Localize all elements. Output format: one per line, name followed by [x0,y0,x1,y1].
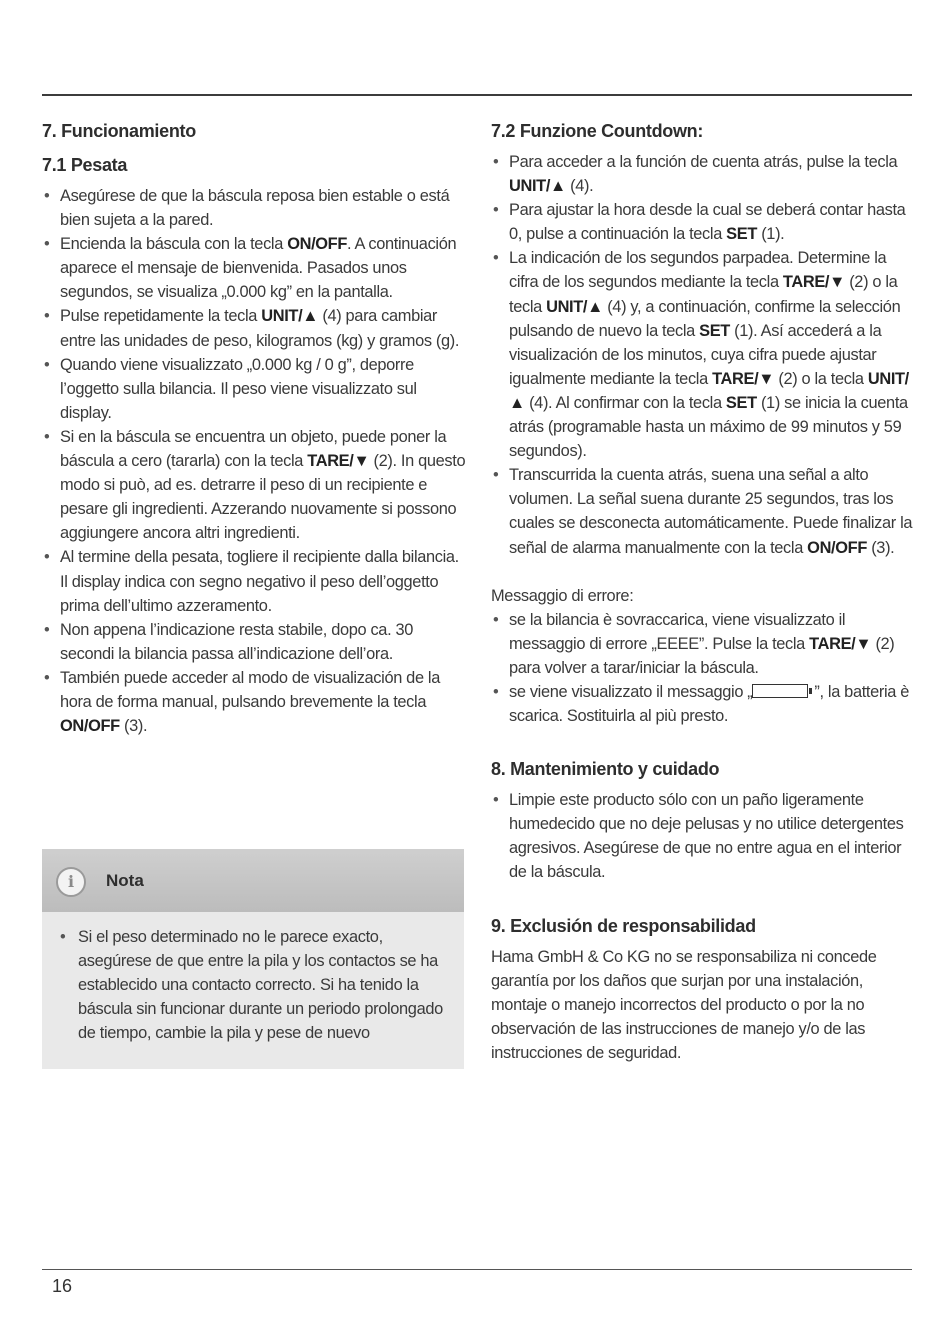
list-item: • Quando viene visualizzato „0.000 kg / 0 g”, deporre l’oggetto sulla bilancia. Il peso viene visualizzato sul display. [42,353,467,425]
key-label: SET [725,393,757,412]
list-item: • También puede acceder al modo de visualización de la hora de forma manual, pulsando brevemente la tecla ON/OFF (3). [42,666,467,738]
right-column [491,118,916,1065]
left-column [42,118,467,738]
list-item: • Limpie este producto sólo con un paño ligeramente humedecido que no deje pelusas y no utilice detergentes agresivos. Asegúrese de que no entre agua en el interior de la báscula. [491,788,916,884]
subsection-heading-weighing: 7.1 Pesata [42,155,128,175]
note-box [42,849,464,1069]
key-label: TARE/▼ [307,452,370,471]
list-item: • Transcurrida la cuenta atrás, suena una señal a alto volumen. La señal suena durante 25 segundos, tras los cuales se desconecta automáticamente. Puede finalizar la señal de alarma manualmente con la tecla ON/OFF (3). [491,463,916,559]
weighing-list [42,184,467,738]
note-list [42,912,464,1045]
top-rule [42,94,912,96]
key-label: UNIT/▲ [509,177,566,196]
key-label: ON/OFF [287,235,348,254]
section-heading-maintenance: 8. Mantenimiento y cuidado [491,759,720,780]
list-item: • Para ajustar la hora desde la cual se deberá contar hasta 0, pulse a continuación la tecla SET (1). [491,198,916,246]
key-label: TARE/▼ [712,369,775,388]
key-label: UNIT/▲ [509,369,909,412]
key-label: UNIT/▲ [261,307,319,326]
battery-icon [752,684,808,698]
key-label: SET [726,225,757,244]
note-title: Nota [106,871,144,890]
list-item: • Para acceder a la función de cuenta atrás, pulse la tecla UNIT/▲ (4). [491,150,916,198]
note-header [42,849,464,912]
section-heading-operation: 7. Funcionamiento [42,121,196,141]
list-item: • se viene visualizzato il messaggio „ ”, la batteria è scarica. Sostituirla al più presto. [491,680,916,728]
error-intro: Messaggio di errore: [491,586,634,605]
key-label: TARE/▼ [809,634,872,653]
key-label: UNIT/▲ [546,297,603,316]
key-label: TARE/▼ [782,273,845,292]
bottom-rule [42,1269,912,1270]
maintenance-list [491,788,916,884]
list-item: • Asegúrese de que la báscula reposa bien estable o está bien sujeta a la pared. [42,184,467,232]
page-number: 16 [52,1276,73,1296]
disclaimer-text: Hama GmbH & Co KG no se responsabiliza ni concede garantía por los daños que surjan por una instalación, montaje o manejo incorrectos del producto o por la no observación de las instrucciones de manejo y/o de las instrucciones de seguridad. [491,947,877,1062]
key-label: ON/OFF [807,538,867,557]
subsection-heading-countdown: 7.2 Funzione Countdown: [491,121,704,141]
error-list [491,608,916,728]
key-label: ON/OFF [60,717,120,736]
list-item: • Si en la báscula se encuentra un objeto, puede poner la báscula a cero (tararla) con la tecla TARE/▼ (2). In questo modo si può, ad es. detrarre il peso di un recipiente e pesare gli ingredienti. Azzerando nuovamente si possono aggiungere ancora altri ingredienti. [42,425,467,545]
list-item: • Al termine della pesata, togliere il recipiente dalla bilancia. Il display indica con segno negativo il peso dell’oggetto prima dell’ultimo azzeramento. [42,545,467,617]
list-item: • Encienda la báscula con la tecla ON/OFF. A continuación aparece el mensaje de bienvenida. Pasados unos segundos, se visualiza „0.000 kg” en la pantalla. [42,232,467,304]
list-item: • Pulse repetidamente la tecla UNIT/▲ (4) para cambiar entre las unidades de peso, kilogramos (kg) y gramos (g). [42,304,467,352]
list-item: • se la bilancia è sovraccarica, viene visualizzato il messaggio di errore „EEEE”. Pulse la tecla TARE/▼ (2) para volver a tarar/iniciar la báscula. [491,608,916,680]
info-icon: i [56,867,86,897]
key-label: SET [699,321,730,340]
section-heading-disclaimer: 9. Exclusión de responsabilidad [491,915,756,936]
countdown-list [491,150,916,560]
list-item: • La indicación de los segundos parpadea. Determine la cifra de los segundos mediante la tecla TARE/▼ (2) o la tecla UNIT/▲ (4) y, a continuación, confirme la selección pulsando de nuevo la tecla SET (1). Así accederá a la visualización de los minutos, cuya cifra puede ajustar igualmente mediante la tecla TARE/▼ (2) o la tecla UNIT/▲ (4). Al confirmar con la tecla SET (1) se inicia la cuenta atrás (programable hasta un máximo de 99 minutos y 59 segundos). [491,246,916,463]
list-item: • Si el peso determinado no le parece exacto, asegúrese de que entre la pila y los contactos se ha establecido una contacto correcto. Si ha tenido la báscula sin funcionar durante un periodo prolongado de tiempo, cambie la pila y pese de nuevo [58,925,450,1045]
list-item: • Non appena l’indicazione resta stabile, dopo ca. 30 secondi la bilancia passa all’indicazione dell’ora. [42,618,467,666]
